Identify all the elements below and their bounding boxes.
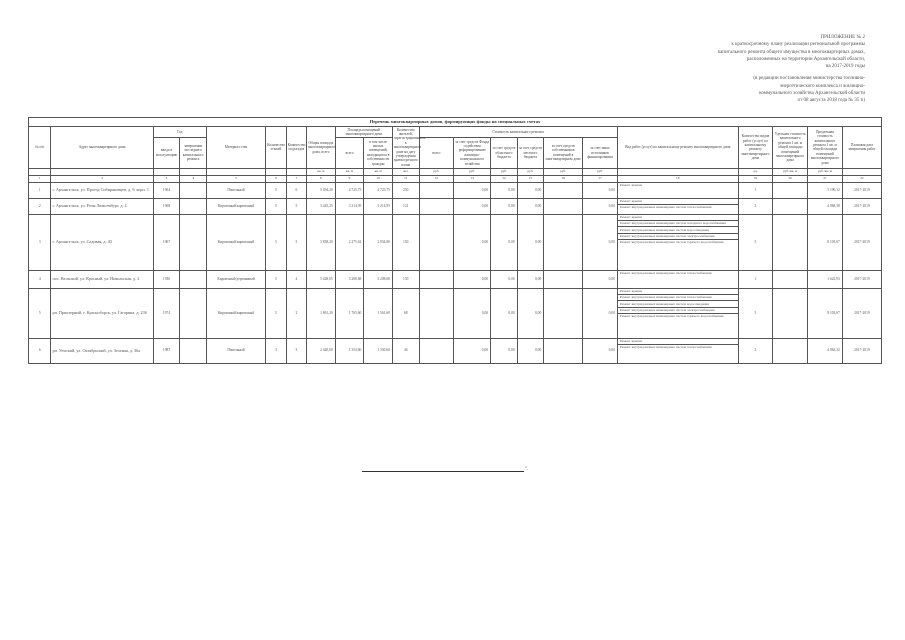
cell-area-living: 3 214,95 <box>364 198 393 214</box>
col-header-cost-fund: за счет средств Фонда содействия реформированию жилищно-коммунального хозяйства <box>454 137 491 168</box>
work-item: Ремонт внутридомовых инженерных систем теплоснабжения <box>619 345 712 350</box>
cell-cost-region: 0,00 <box>491 270 518 288</box>
cell-area-living: 3 208,68 <box>364 270 393 288</box>
cell-area-total: 3 208,68 <box>335 270 364 288</box>
cell-num: 6 <box>29 338 51 363</box>
cell-quantity: 2 <box>738 198 773 214</box>
cell-num: 3 <box>29 214 51 270</box>
cell-works <box>617 288 738 338</box>
unit-cell: руб. <box>583 168 618 175</box>
cell-material: Кирпичный/кирпичный <box>206 198 265 214</box>
cell-address: рп. Уемский, ул. Октябрьский, ул. Зеленая, д. 36а <box>51 338 153 363</box>
cell-works <box>617 338 738 363</box>
cell-area-total: 4 725,75 <box>335 182 364 198</box>
col-number: 9 <box>335 175 364 182</box>
col-header-quantity: Количество видов работ (услуг) по капитальному ремонту многоквартирного дома <box>738 127 773 169</box>
cell-material: Кирпичный/кирпичный <box>206 214 265 270</box>
cell-residents: 150 <box>392 270 419 288</box>
table-title: Перечень многоквартирных домов, формирующих фонды на специальных счетах <box>29 118 882 127</box>
unit-cell: кв. м <box>307 168 336 175</box>
unit-cell: руб./кв. м <box>773 168 808 175</box>
col-number: 21 <box>808 175 843 182</box>
col-number: 20 <box>773 175 808 182</box>
closing-mark: ". <box>525 467 529 472</box>
unit-cell: кв. м <box>335 168 364 175</box>
col-header-max-cost: Предельная стоимость капитального ремонта 1 кв. м общей площади помещений многоквартирного дома <box>808 127 843 169</box>
cell-residents: 250 <box>392 182 419 198</box>
col-header-unit-cost: Удельная стоимость капитального ремонта 1 кв. м общей площади помещений многоквартирного дома <box>773 127 808 169</box>
cell-cost-other: 0,00 <box>583 338 618 363</box>
cell-address: пос. Вельский, ул. Красный, ул. Никольская, д. 2 <box>51 270 153 288</box>
cell-deadline: 2017-2019 <box>842 214 881 270</box>
cell-year-repair <box>180 270 207 288</box>
col-number: 6 <box>266 175 286 182</box>
col-number: 11 <box>392 175 419 182</box>
header-line: энергетического комплекса и жилищно- <box>779 83 865 89</box>
cell-unit-cost <box>773 338 808 363</box>
cell-cost-local: 0,00 <box>517 214 544 270</box>
col-number: 2 <box>51 175 153 182</box>
cell-cost-region: 0,00 <box>491 338 518 363</box>
cell-deadline: 2017-2019 <box>842 182 881 198</box>
cell-material: Кирпичный/деревянный <box>206 270 265 288</box>
cell-entrances: 3 <box>286 338 306 363</box>
table-row <box>29 214 882 270</box>
cell-cost-other: 0,00 <box>583 214 618 270</box>
cell-cost-fund: 0,00 <box>454 182 491 198</box>
cell-max-cost: 4 063,32 <box>808 338 843 363</box>
cell-max-cost: 8 103,67 <box>808 288 843 338</box>
cell-floors: 5 <box>266 288 286 338</box>
cell-address: г. Архангельск, ул. Проезд Сибиряковцев, д. 9, корп. 1 <box>51 182 153 198</box>
unit-cell: руб. <box>419 168 454 175</box>
cell-area-living: 1 330,60 <box>364 338 393 363</box>
col-header-address: Адрес многоквартирного дома <box>51 127 153 169</box>
cell-cost-region: 0,00 <box>491 182 518 198</box>
col-number: 15 <box>517 175 544 182</box>
appendix-title: ПРИЛОЖЕНИЕ № 2 <box>820 35 865 40</box>
col-number: 1 <box>29 175 51 182</box>
closing-line <box>362 471 524 472</box>
cell-works <box>617 270 738 288</box>
cell-address: г. Архангельск, ул. Розы Люксембург, д. 4 <box>51 198 153 214</box>
cell-residents: 46 <box>392 338 419 363</box>
unit-cell: руб. <box>491 168 518 175</box>
cell-area-living: 4 725,75 <box>364 182 393 198</box>
cell-cost-local: 0,00 <box>517 270 544 288</box>
table-body <box>29 182 882 363</box>
column-numbers-row <box>29 175 882 182</box>
cell-material: Панельный <box>206 182 265 198</box>
cell-total-area: 5 428,05 <box>307 270 336 288</box>
cell-entrances: 6 <box>286 182 306 198</box>
header-line: от 08 августа 2018 года № 35 п) <box>797 98 865 104</box>
col-header-total-area: Общая площадь многоквартирного дома, всего <box>307 127 336 169</box>
col-header-cost-owners: за счет средств собственников помещений в многоквартирном доме <box>544 137 583 168</box>
cell-area-living: 2 834,80 <box>364 214 393 270</box>
cell-area-total: 1 765,60 <box>335 288 364 338</box>
col-number: 5 <box>206 175 265 182</box>
cell-cost-all <box>419 182 454 198</box>
work-item: Ремонт внутридомовых инженерных систем горячего водоснабжения <box>619 240 724 245</box>
work-item: Ремонт внутридомовых инженерных систем электроснабжения <box>618 234 738 240</box>
cell-cost-all <box>419 338 454 363</box>
cell-deadline: 2017-2019 <box>842 338 881 363</box>
cell-entrances: 4 <box>286 270 306 288</box>
cell-unit-cost <box>773 198 808 214</box>
cell-cost-fund: 0,00 <box>454 270 491 288</box>
unit-cell: руб. <box>517 168 544 175</box>
work-item: Ремонт внутридомовых инженерных систем теплоснабжения <box>619 205 712 210</box>
cell-max-cost: 1 622,93 <box>808 270 843 288</box>
cell-year-repair <box>180 338 207 363</box>
cell-entrances: 5 <box>286 198 306 214</box>
cell-year-built: 1968 <box>153 198 180 214</box>
cell-works <box>617 182 738 198</box>
cell-cost-fund: 0,00 <box>454 198 491 214</box>
cell-floors: 5 <box>266 182 286 198</box>
cell-floors: 3 <box>266 338 286 363</box>
cell-total-area: 2 440,00 <box>307 338 336 363</box>
header-line: капитального ремонта общего имущества в многоквартирных домах, <box>717 49 865 55</box>
cell-works <box>617 214 738 270</box>
col-number: 12 <box>419 175 454 182</box>
cell-year-repair <box>180 214 207 270</box>
table-row <box>29 288 882 338</box>
cell-address: рп. Приозерный, г. Красноборск, ул. Гагарина, д. 23б <box>51 288 153 338</box>
unit-cell: руб. <box>454 168 491 175</box>
work-item: Ремонт внутридомовых инженерных систем электроснабжения <box>618 308 738 314</box>
col-header-year-repair: завершения последнего капитального ремонта <box>180 137 207 168</box>
col-number: 3 <box>153 175 180 182</box>
unit-cell: кв. м <box>364 168 393 175</box>
col-header-cost-region: за счет средств областного бюджета <box>491 137 518 168</box>
work-item: Ремонт внутридомовых инженерных систем теплоснабжения <box>619 271 712 276</box>
col-header-num: № п/п <box>29 127 51 169</box>
cell-cost-other: 0,00 <box>583 198 618 214</box>
cell-total-area: 5 494,20 <box>307 182 336 198</box>
document-header <box>605 34 865 105</box>
col-header-material: Материал стен <box>206 127 265 169</box>
cell-entrances: 2 <box>286 288 306 338</box>
cell-year-built: 1974 <box>153 288 180 338</box>
units-row <box>29 168 882 175</box>
work-item: Ремонт крыши <box>618 199 738 205</box>
cell-unit-cost <box>773 270 808 288</box>
cell-cost-owners <box>544 288 583 338</box>
unit-cell: руб. <box>544 168 583 175</box>
table-row <box>29 270 882 288</box>
cell-address: г. Архангельск, ул. Садовая, д. 40 <box>51 214 153 270</box>
header-line: на 2017-2019 годы <box>825 64 865 70</box>
cell-floors: 5 <box>266 214 286 270</box>
cell-cost-region: 0,00 <box>491 288 518 338</box>
cell-year-repair <box>180 288 207 338</box>
col-number: 8 <box>307 175 336 182</box>
cell-cost-local: 0,00 <box>517 288 544 338</box>
col-header-year-built: ввода в эксплуатацию <box>153 137 180 168</box>
cell-deadline: 2017-2019 <box>842 288 881 338</box>
cell-area-total: 1 354,60 <box>335 338 364 363</box>
table-row <box>29 338 882 363</box>
col-header-premises-area: Площадь помещений многоквартирного дома <box>335 127 392 138</box>
col-header-cost-all: всего <box>419 137 454 168</box>
cell-total-area: 3 838,20 <box>307 214 336 270</box>
work-item: Ремонт крыши <box>618 215 738 221</box>
cell-floors: 5 <box>266 198 286 214</box>
cell-cost-all <box>419 270 454 288</box>
col-number: 16 <box>544 175 583 182</box>
col-header-cost-local: за счет средств местного бюджета <box>517 137 544 168</box>
cell-quantity: 1 <box>738 182 773 198</box>
cell-quantity: 5 <box>738 214 773 270</box>
col-header-works: Вид работ (услуг) по капитальному ремонту многоквартирного дома <box>617 127 738 169</box>
col-header-residents: Количество жителей, зарегистрированных в многоквартирном доме на дату утверждения краткосрочного плана <box>393 127 426 167</box>
cell-area-total: 3 214,95 <box>335 198 364 214</box>
cell-cost-all <box>419 214 454 270</box>
col-number: 7 <box>286 175 306 182</box>
cell-num: 2 <box>29 198 51 214</box>
col-header-deadline: Плановая дата завершения работ <box>842 127 881 169</box>
cell-max-cost: 8 103,67 <box>808 214 843 270</box>
cell-year-repair <box>180 182 207 198</box>
cell-unit-cost <box>773 182 808 198</box>
header-line: (в редакции постановления министерства топливно- <box>753 76 865 82</box>
work-item: Ремонт внутридомовых инженерных систем водоотведения <box>618 227 738 233</box>
cell-cost-fund: 0,00 <box>454 214 491 270</box>
work-item: Ремонт крыши <box>618 289 738 295</box>
cell-cost-local: 0,00 <box>517 182 544 198</box>
cell-unit-cost <box>773 288 808 338</box>
cell-residents: 68 <box>392 288 419 338</box>
work-item: Ремонт внутридомовых инженерных систем холодного водоснабжения <box>618 221 738 227</box>
col-header-cost: Стоимость капитального ремонта <box>419 127 617 138</box>
col-header-cost-other: за счет иных источников финансирования <box>583 137 618 168</box>
cell-floors: 5 <box>266 270 286 288</box>
cell-material: Кирпичный/кирпичный <box>206 288 265 338</box>
col-number: 10 <box>364 175 393 182</box>
cell-year-built: 1930 <box>153 270 180 288</box>
cell-deadline: 2017-2019 <box>842 270 881 288</box>
col-header-floors: Количество этажей <box>266 127 286 169</box>
cell-cost-fund: 0,00 <box>454 338 491 363</box>
cell-year-built: 1964 <box>153 182 180 198</box>
cell-cost-owners <box>544 198 583 214</box>
cell-cost-owners <box>544 214 583 270</box>
cell-cost-owners <box>544 182 583 198</box>
cell-year-repair <box>180 198 207 214</box>
cell-total-area: 3 445,25 <box>307 198 336 214</box>
cell-quantity: 2 <box>738 338 773 363</box>
work-item: Ремонт крыши <box>618 339 738 345</box>
cell-num: 1 <box>29 182 51 198</box>
cell-area-living: 1 561,60 <box>364 288 393 338</box>
header-line: к краткосрочному плану реализации региональной программы <box>731 42 865 48</box>
col-number: 22 <box>842 175 881 182</box>
cell-max-cost: 4 068,38 <box>808 198 843 214</box>
cell-quantity: 5 <box>738 288 773 338</box>
cell-residents: 150 <box>392 214 419 270</box>
cell-cost-other: 0,00 <box>583 270 618 288</box>
col-number: 14 <box>491 175 518 182</box>
cell-cost-owners <box>544 270 583 288</box>
work-item: Ремонт внутридомовых инженерных систем водоотведения <box>618 301 738 307</box>
cell-cost-other: 0,00 <box>583 288 618 338</box>
cell-cost-region: 0,00 <box>491 198 518 214</box>
cell-material: Панельный <box>206 338 265 363</box>
cell-num: 5 <box>29 288 51 338</box>
col-header-area-living: в том числе жилых помещений, находящихся в собственности граждан <box>364 137 393 168</box>
cell-cost-all <box>419 198 454 214</box>
col-header-area-total: всего <box>335 137 364 168</box>
table-row <box>29 182 882 198</box>
col-header-year: Год <box>153 127 206 138</box>
cell-max-cost: 5 190,12 <box>808 182 843 198</box>
cell-unit-cost <box>773 214 808 270</box>
cell-entrances: 5 <box>286 214 306 270</box>
col-number: 4 <box>180 175 207 182</box>
work-item: Ремонт внутридомовых инженерных систем горячего водоснабжения <box>619 314 724 319</box>
cell-cost-other: 0,00 <box>583 182 618 198</box>
header-line: расположенных на территории Архангельской области, <box>746 56 865 62</box>
cell-cost-all <box>419 288 454 338</box>
houses-table <box>28 117 882 364</box>
cell-cost-owners <box>544 338 583 363</box>
cell-works <box>617 198 738 214</box>
cell-total-area: 1 861,20 <box>307 288 336 338</box>
header-line: коммунального хозяйства Архангельской области <box>759 91 865 97</box>
col-header-entrances: Количество подъездов <box>286 127 306 169</box>
work-item: Ремонт крыши <box>619 183 642 188</box>
cell-num: 4 <box>29 270 51 288</box>
work-item: Ремонт внутридомовых инженерных систем теплоснабжения <box>618 295 738 301</box>
unit-cell: руб./кв. м <box>808 168 843 175</box>
cell-cost-region: 0,00 <box>491 214 518 270</box>
col-number: 13 <box>454 175 491 182</box>
unit-cell: чел. <box>392 168 419 175</box>
cell-cost-fund: 0,00 <box>454 288 491 338</box>
col-number: 19 <box>738 175 773 182</box>
unit-cell: ед. <box>738 168 773 175</box>
cell-quantity: 1 <box>738 270 773 288</box>
col-number: 17 <box>583 175 618 182</box>
cell-cost-local: 0,00 <box>517 338 544 363</box>
cell-cost-local: 0,00 <box>517 198 544 214</box>
cell-year-built: 1987 <box>153 338 180 363</box>
cell-area-total: 2 275,62 <box>335 214 364 270</box>
cell-residents: 121 <box>392 198 419 214</box>
col-number: 18 <box>617 175 738 182</box>
cell-deadline: 2017-2019 <box>842 198 881 214</box>
table-row <box>29 198 882 214</box>
cell-year-built: 1967 <box>153 214 180 270</box>
